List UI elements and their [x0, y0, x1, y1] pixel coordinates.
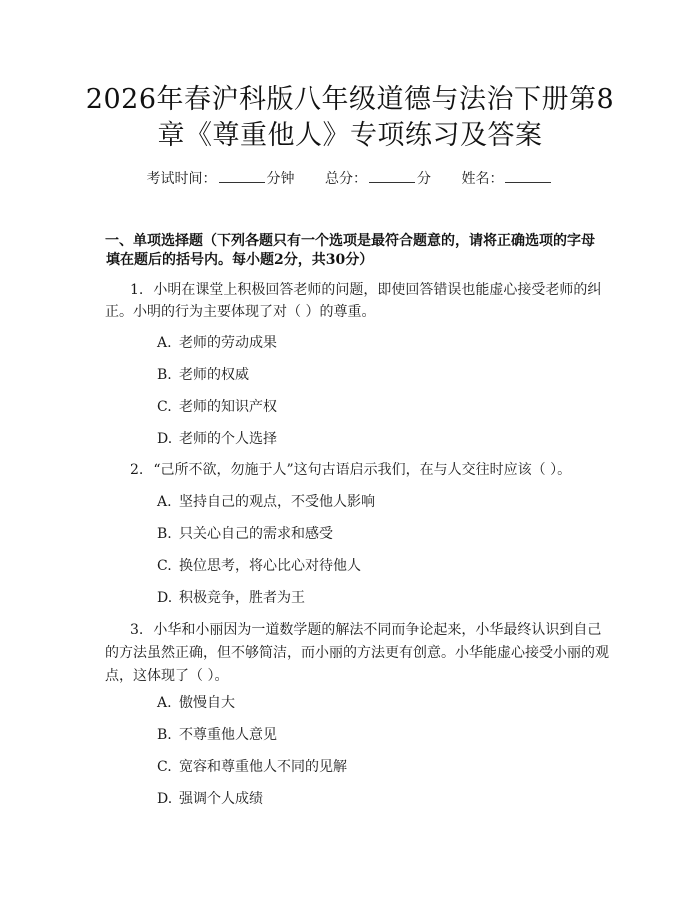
option-text: 换位思考，将心比心对待他人 — [179, 558, 361, 574]
document-title-line-1: 2026年春沪科版八年级道德与法治下册第8 — [85, 84, 615, 115]
question-1-line-1 — [130, 280, 601, 300]
option-letter: A. — [157, 335, 172, 351]
option-letter: D. — [157, 590, 173, 606]
option-letter: C. — [157, 399, 172, 415]
option-text: 老师的劳动成果 — [179, 335, 277, 351]
total-score-label: 总分： — [325, 171, 367, 187]
option-text: 傲慢自大 — [179, 695, 235, 711]
question-3-line-1 — [130, 620, 601, 640]
option-text: 坚持自己的观点，不受他人影响 — [179, 494, 375, 510]
question-3-line-3: 点，这体现了（ ）。 — [105, 668, 229, 684]
question-2-option-c — [157, 556, 361, 576]
option-letter: B. — [157, 367, 172, 383]
option-text: 不尊重他人意见 — [179, 727, 277, 743]
total-score-unit: 分 — [417, 171, 431, 187]
question-2-option-a — [157, 492, 375, 512]
section-heading-line-2: 填在题后的括号内。每小题2分，共30分） — [106, 252, 374, 268]
question-2-text-1: “己所不欲，勿施于人”这句古语启示我们，在与人交往时应该（ ）。 — [153, 462, 572, 478]
exam-time-field — [147, 171, 299, 187]
exam-time-unit: 分钟 — [266, 171, 295, 187]
option-text: 老师的知识产权 — [179, 399, 277, 415]
option-letter: B. — [157, 727, 172, 743]
section-heading-line-1: 一、单项选择题（下列各题只有一个选项是最符合题意的，请将正确选项的字母 — [105, 233, 595, 249]
question-1-option-c — [157, 397, 277, 417]
option-text: 宽容和尊重他人不同的见解 — [179, 759, 347, 775]
question-3-option-b — [157, 725, 277, 745]
question-2-number: 2. — [130, 462, 144, 478]
question-3-text-1: 小华和小丽因为一道数学题的解法不同而争论起来，小华最终认识到自己 — [153, 622, 602, 638]
question-1-option-d — [157, 429, 277, 449]
question-3-line-2: 的方法虽然正确，但不够简洁，而小丽的方法更有创意。小华能虚心接受小丽的观 — [105, 645, 609, 661]
question-2-option-b — [157, 524, 333, 544]
option-text: 积极竞争，胜者为王 — [179, 590, 305, 606]
question-3-option-d — [157, 789, 263, 809]
question-1-option-a — [157, 333, 277, 353]
document-title-line-2: 章《尊重他人》专项练习及答案 — [157, 120, 543, 151]
option-letter: B. — [157, 526, 172, 542]
option-letter: A. — [157, 494, 172, 510]
question-3-option-a — [157, 693, 235, 713]
student-name-label: 姓名： — [461, 171, 504, 187]
student-name-blank — [505, 168, 551, 183]
option-text: 只关心自己的需求和感受 — [179, 526, 333, 542]
exam-time-label: 考试时间： — [146, 171, 217, 187]
exam-time-blank — [219, 168, 265, 183]
question-1-option-b — [157, 365, 249, 385]
total-score-field — [325, 171, 435, 187]
question-3-number: 3. — [130, 622, 144, 638]
option-text: 老师的个人选择 — [179, 431, 277, 447]
question-1-text-1: 小明在课堂上积极回答老师的问题，即使回答错误也能虚心接受老师的纠 — [153, 282, 602, 298]
option-text: 老师的权威 — [179, 367, 249, 383]
option-letter: A. — [157, 695, 172, 711]
question-2-option-d — [157, 588, 305, 608]
option-letter: C. — [157, 558, 172, 574]
option-letter: C. — [157, 759, 172, 775]
question-2-line-1 — [130, 460, 571, 480]
question-1-line-2: 正。小明的行为主要体现了对（ ）的尊重。 — [105, 304, 376, 320]
total-score-blank — [369, 168, 415, 183]
option-text: 强调个人成绩 — [179, 791, 263, 807]
exam-info — [0, 168, 700, 189]
question-3-option-c — [157, 757, 347, 777]
option-letter: D. — [157, 431, 173, 447]
student-name-field — [461, 171, 553, 187]
question-1-number: 1. — [130, 282, 144, 298]
option-letter: D. — [157, 791, 173, 807]
